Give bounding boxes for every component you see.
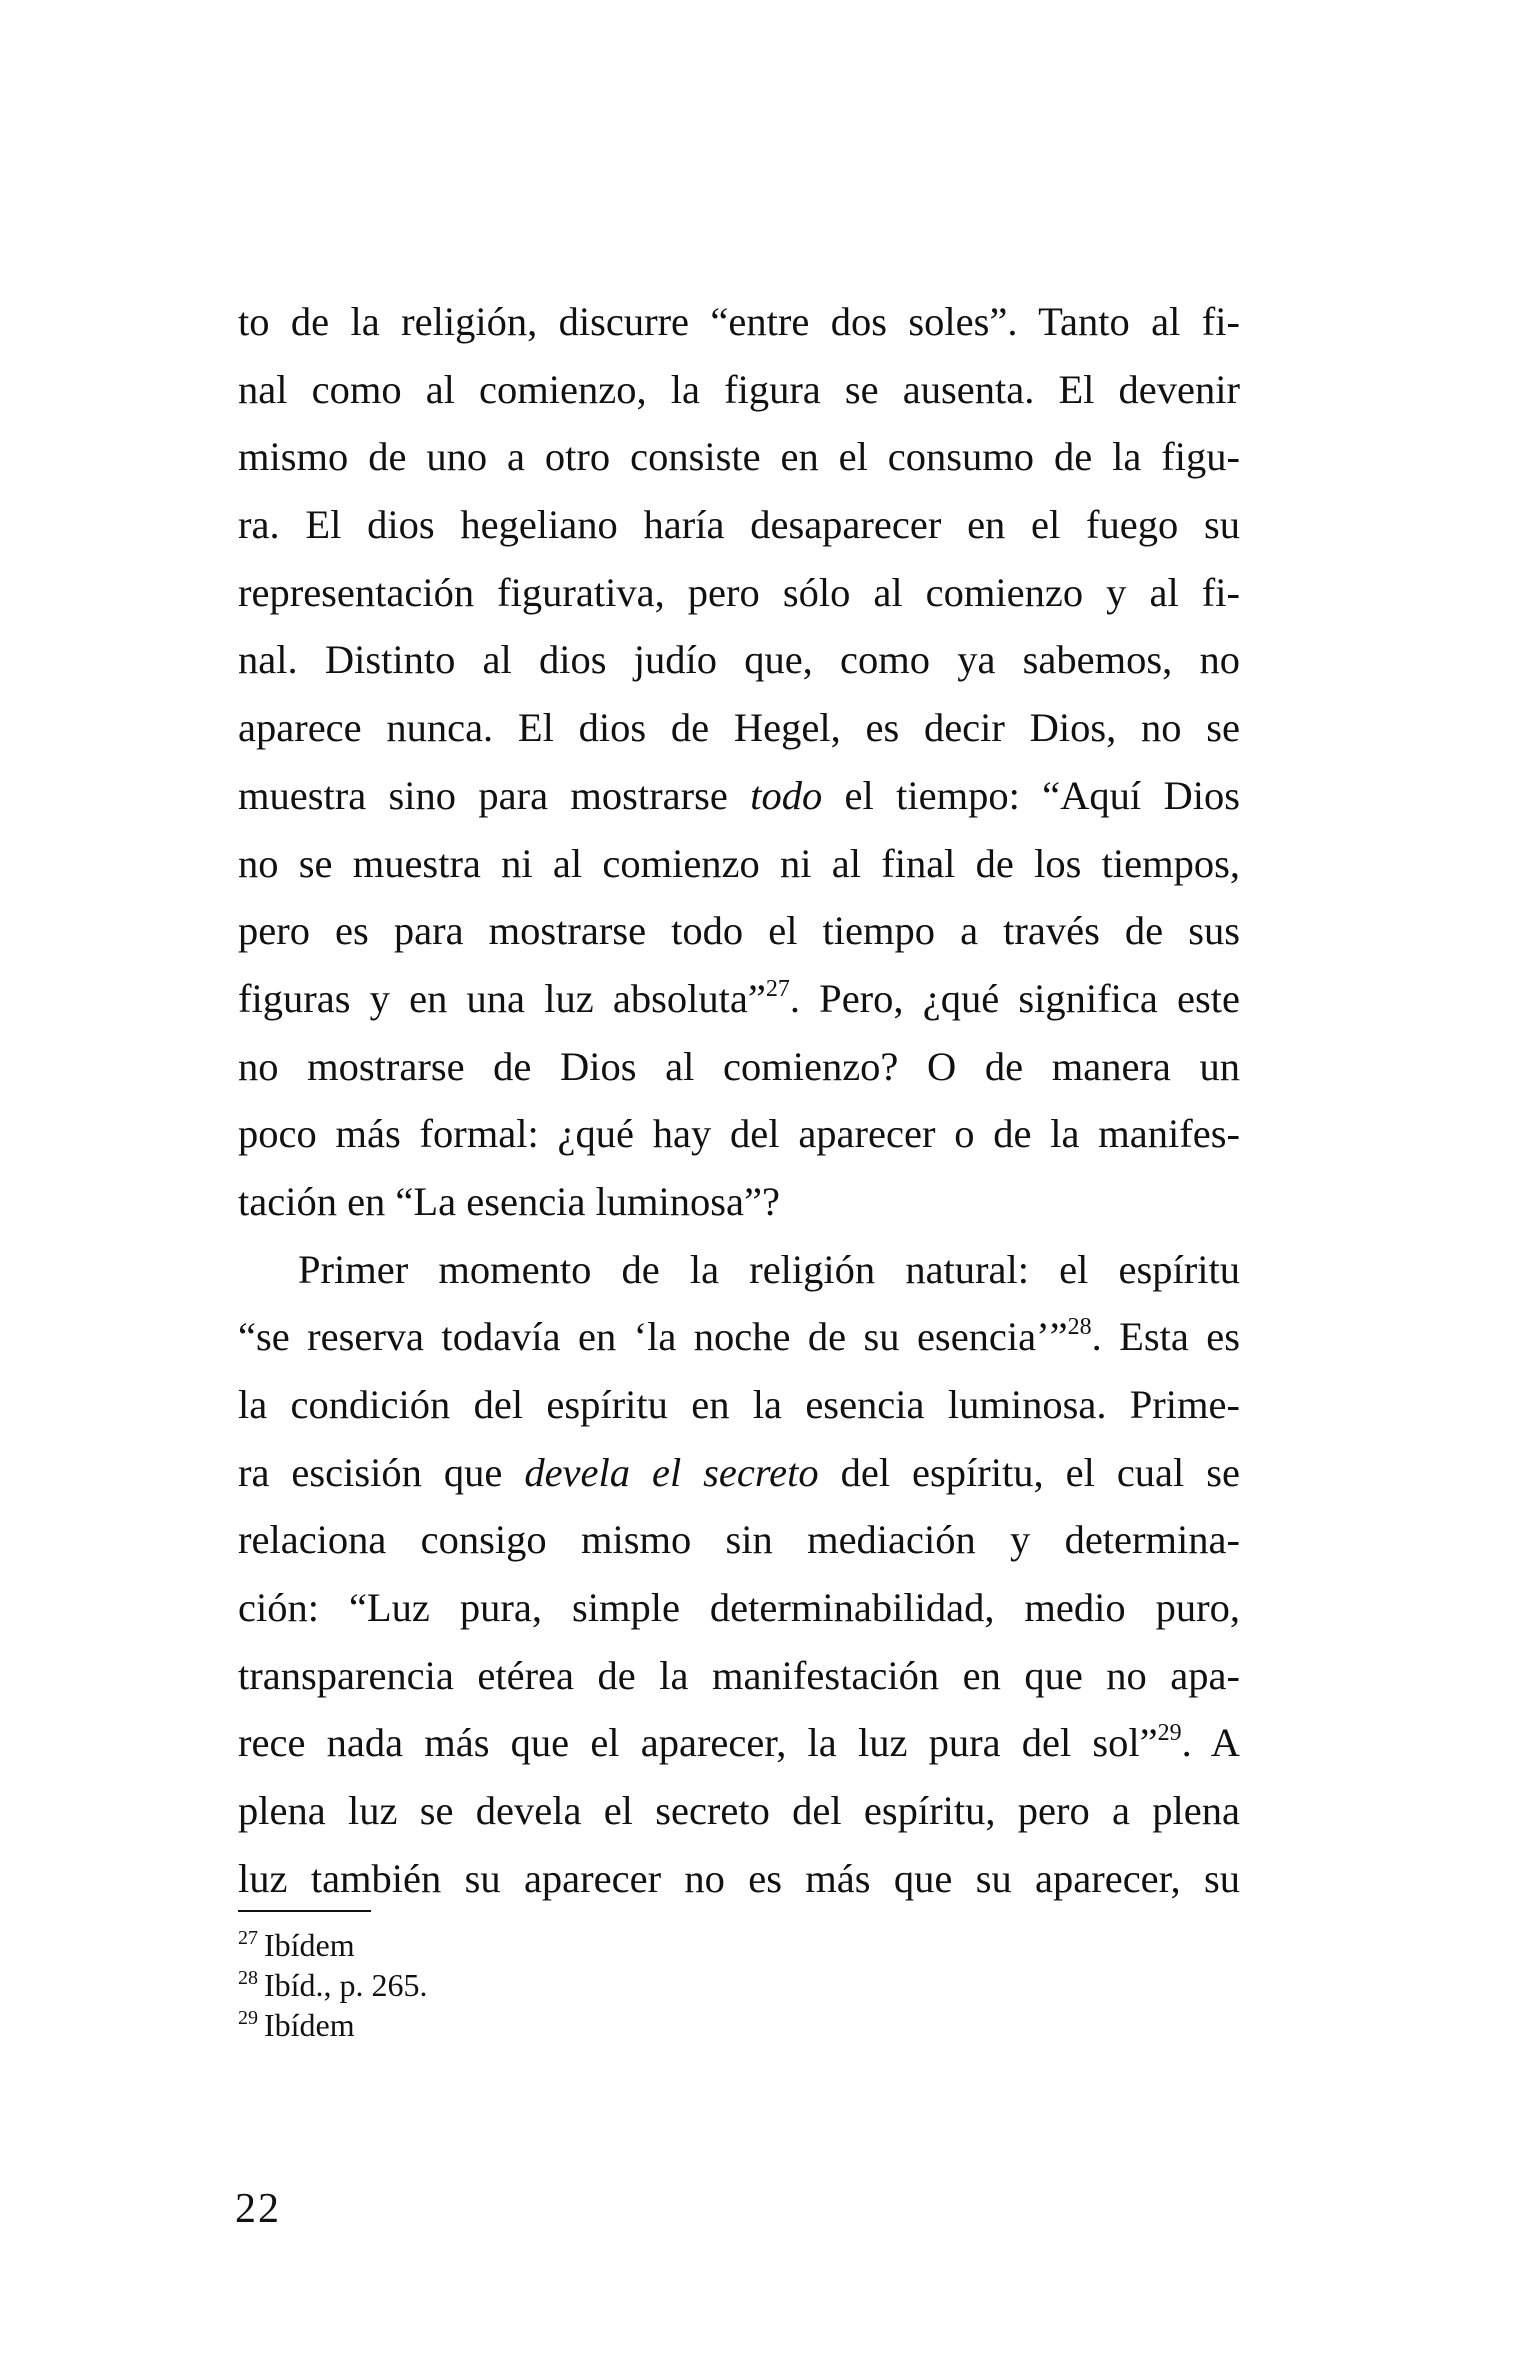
text-line: representación figurativa, pero sólo al comienzo y al fi-: [238, 569, 1240, 615]
text-line: [238, 762, 1240, 830]
footnote-divider: [238, 1910, 371, 1912]
text-line: no mostrarse de Dios al comienzo? O de manera un: [238, 1043, 1240, 1089]
footnote-number: 29: [238, 2007, 258, 2029]
footnote-number: 28: [238, 1967, 258, 1989]
text-line: tación en “La esencia luminosa”?: [238, 1178, 780, 1224]
page-number: 22: [235, 2186, 281, 2232]
footnote-reference: 29: [1157, 1720, 1182, 1747]
footnote-item: [238, 1965, 1238, 2005]
text-line: [238, 1709, 1240, 1777]
text-line: transparencia etérea de la manifestación en que no apa-: [238, 1652, 1240, 1698]
footnote-reference: 27: [765, 975, 790, 1002]
footnote-text: Ibídem: [264, 1927, 355, 1963]
footnote-number: 27: [238, 1927, 258, 1949]
text-line: plena luz se devela el secreto del espíritu, pero a plena: [238, 1788, 1240, 1834]
text-line: luz también su aparecer no es más que su aparecer, su: [238, 1855, 1240, 1901]
text-run: “se reserva todavía en ‘la noche de su esencia’”: [238, 1314, 1068, 1360]
text-line: Primer momento de la religión natural: el espíritu: [298, 1246, 1240, 1292]
text-run: muestra sino para mostrarse: [238, 772, 751, 818]
text-run: rece nada más que el aparecer, la luz pura del sol”: [238, 1720, 1158, 1766]
text-run: . Pero, ¿qué significa este: [789, 975, 1241, 1021]
text-run: . Esta es: [1091, 1314, 1240, 1360]
text-run: ra escisión que: [238, 1449, 525, 1495]
text-run: . A: [1181, 1720, 1240, 1766]
footnote-reference: 28: [1067, 1314, 1092, 1341]
text-line: [238, 1439, 1240, 1507]
text-line: la condición del espíritu en la esencia luminosa. Prime-: [238, 1382, 1240, 1427]
text-line: to de la religión, discurre “entre dos soles”. Tanto al fi-: [238, 299, 1240, 344]
text-line: ra. El dios hegeliano haría desaparecer en el fuego su: [238, 502, 1240, 548]
text-line: relaciona consigo mismo sin mediación y determina-: [238, 1517, 1240, 1563]
text-line: nal. Distinto al dios judío que, como ya sabemos, no: [238, 637, 1240, 683]
footnote-text: Ibíd., p. 265.: [264, 1967, 428, 2003]
text-run: el tiempo: “Aquí Dios: [822, 772, 1241, 818]
text-run: figuras y en una luz absoluta”: [238, 975, 766, 1021]
text-line: aparece nunca. El dios de Hegel, es decir Dios, no se: [238, 705, 1240, 751]
italic-text: todo: [750, 772, 823, 818]
text-run: del espíritu, el cual se: [818, 1449, 1240, 1495]
footnote-text: Ibídem: [264, 2007, 355, 2043]
text-line: no se muestra ni al comienzo ni al final de los tiempos,: [238, 840, 1240, 886]
text-line: poco más formal: ¿qué hay del aparecer o de la manifes-: [238, 1111, 1240, 1157]
text-line: nal como al comienzo, la figura se ausenta. El devenir: [238, 366, 1240, 412]
text-line: [238, 1303, 1240, 1371]
text-line: [238, 965, 1240, 1033]
text-line: ción: “Luz pura, simple determinabilidad, medio puro,: [238, 1585, 1240, 1631]
paragraph-1: [238, 288, 1240, 1236]
italic-text: devela el secreto: [524, 1449, 819, 1495]
footnote-item: [238, 1925, 1238, 1965]
paragraph-2: [238, 1236, 1240, 1913]
text-line: pero es para mostrarse todo el tiempo a través de sus: [238, 908, 1240, 954]
footnotes: [238, 1925, 1238, 2045]
text-line: mismo de uno a otro consiste en el consumo de la figu-: [238, 434, 1240, 480]
body-text: [238, 288, 1240, 1913]
footnote-item: [238, 2005, 1238, 2045]
